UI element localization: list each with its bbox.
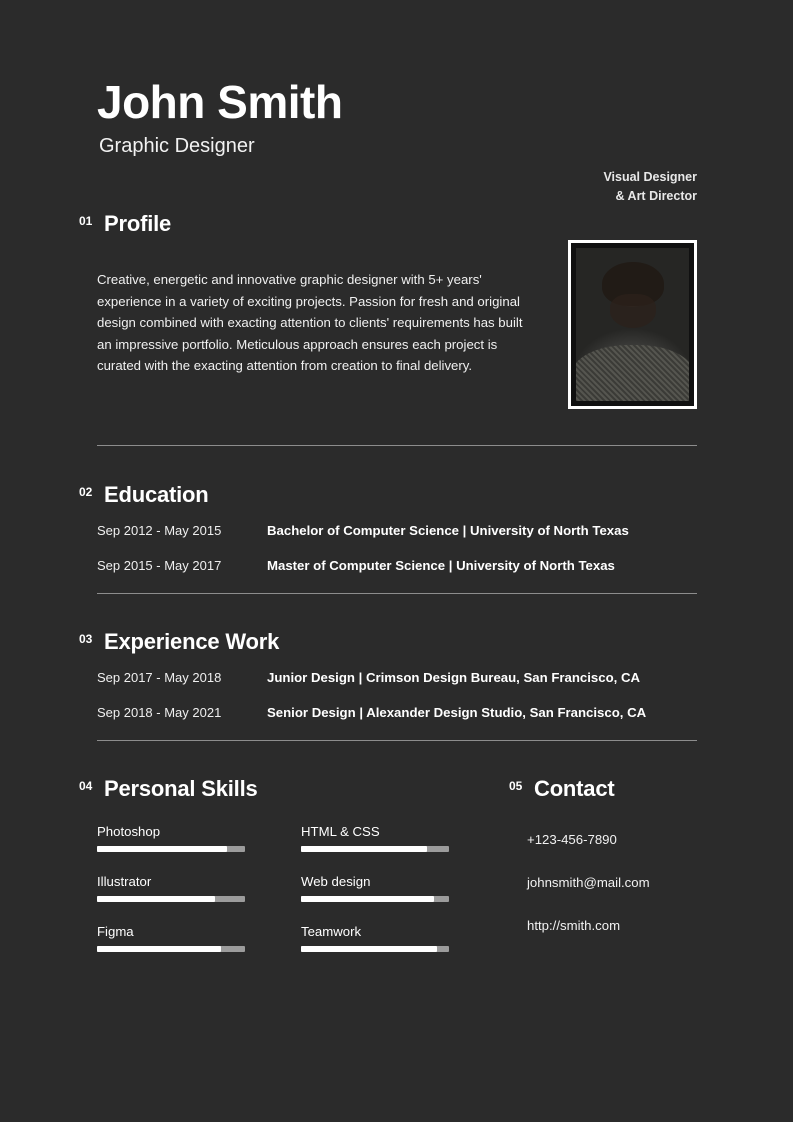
education-rows [97,523,697,573]
bottom-columns [79,776,697,974]
contact-website[interactable]: http://smith.com [527,918,621,934]
contact-list [527,832,697,933]
skills-section-title: Personal Skills [104,776,258,802]
tagline-line-2: & Art Director [615,188,697,203]
education-row-date: Sep 2012 - May 2015 [97,523,222,539]
experience-row-date: Sep 2018 - May 2021 [97,705,222,721]
education-section-title: Education [104,482,209,508]
education-row-desc: Master of Computer Science | University of North Texas [267,558,615,574]
skill-item [301,874,471,902]
skill-item [301,924,471,952]
education-row [97,558,697,573]
skill-label: HTML & CSS [301,824,380,840]
contact-section-title: Contact [534,776,615,802]
portrait-photo [568,240,697,409]
skill-bar-track [301,846,449,852]
education-row-desc: Bachelor of Computer Science | University of North Texas [267,523,629,539]
profile-text: Creative, energetic and innovative graphic designer with 5+ years' experience in a variety of exciting projects. Passion for fresh and original design combined with exacting attention to clients' requirements has built an impressive portfolio. Meticulous approach ensures each project is curated with the exacting attention from creation to final delivery. [97,272,523,373]
skill-bar-fill [301,846,427,852]
skill-bar-track [97,846,245,852]
skill-label: Teamwork [301,924,362,940]
portrait-beard [610,294,656,328]
experience-section-title: Experience Work [104,629,280,655]
skill-label: Figma [97,924,134,940]
contact-heading: 05 Contact [509,776,615,802]
skill-label: Illustrator [97,874,152,890]
profile-heading: 01 Profile [79,211,172,237]
skill-bar-track [97,946,245,952]
skill-bar-track [301,896,449,902]
experience-section [79,629,697,741]
skill-item [97,924,267,952]
tagline-line-1: Visual Designer [603,170,697,184]
skills-column-1 [97,824,267,974]
skill-item [97,874,267,902]
skill-bar-fill [301,896,434,902]
experience-row [97,670,697,685]
profile-body [97,256,697,409]
skill-bar-track [301,946,449,952]
education-row-date: Sep 2015 - May 2017 [97,558,222,574]
skill-bar-fill [301,946,437,952]
experience-rows [97,670,697,720]
skills-section [79,776,527,974]
skill-label: Web design [301,874,371,890]
skill-label: Photoshop [97,824,161,840]
divider-after-profile [97,445,697,446]
skill-bar-fill [97,946,221,952]
skill-bar-fill [97,846,227,852]
resume-content [79,0,697,974]
experience-heading: 03 Experience Work [79,629,280,655]
portrait-image [576,248,689,401]
skills-columns [97,824,527,974]
skill-bar-fill [97,896,215,902]
contact-phone[interactable]: +123-456-7890 [527,832,617,848]
candidate-role: Graphic Designer [99,135,255,158]
experience-row-date: Sep 2017 - May 2018 [97,670,222,686]
contact-section [509,776,697,974]
education-heading: 02 Education [79,482,209,508]
profile-section [79,211,697,446]
experience-row-desc: Junior Design | Crimson Design Bureau, San Francisco, CA [267,670,641,686]
education-section [79,482,697,594]
skill-item [97,824,267,852]
skills-column-2 [301,824,471,974]
skill-item [301,824,471,852]
skills-heading: 04 Personal Skills [79,776,258,802]
education-row [97,523,697,538]
header-tagline [603,168,697,206]
resume-header [97,0,697,203]
skill-bar-track [97,896,245,902]
divider-after-education [97,593,697,594]
divider-after-experience [97,740,697,741]
experience-row-desc: Senior Design | Alexander Design Studio, San Francisco, CA [267,705,647,721]
portrait-shoulders [576,345,689,401]
candidate-name: John Smith [97,76,343,128]
experience-row [97,705,697,720]
profile-section-title: Profile [104,211,172,237]
contact-email[interactable]: johnsmith@mail.com [527,875,650,891]
